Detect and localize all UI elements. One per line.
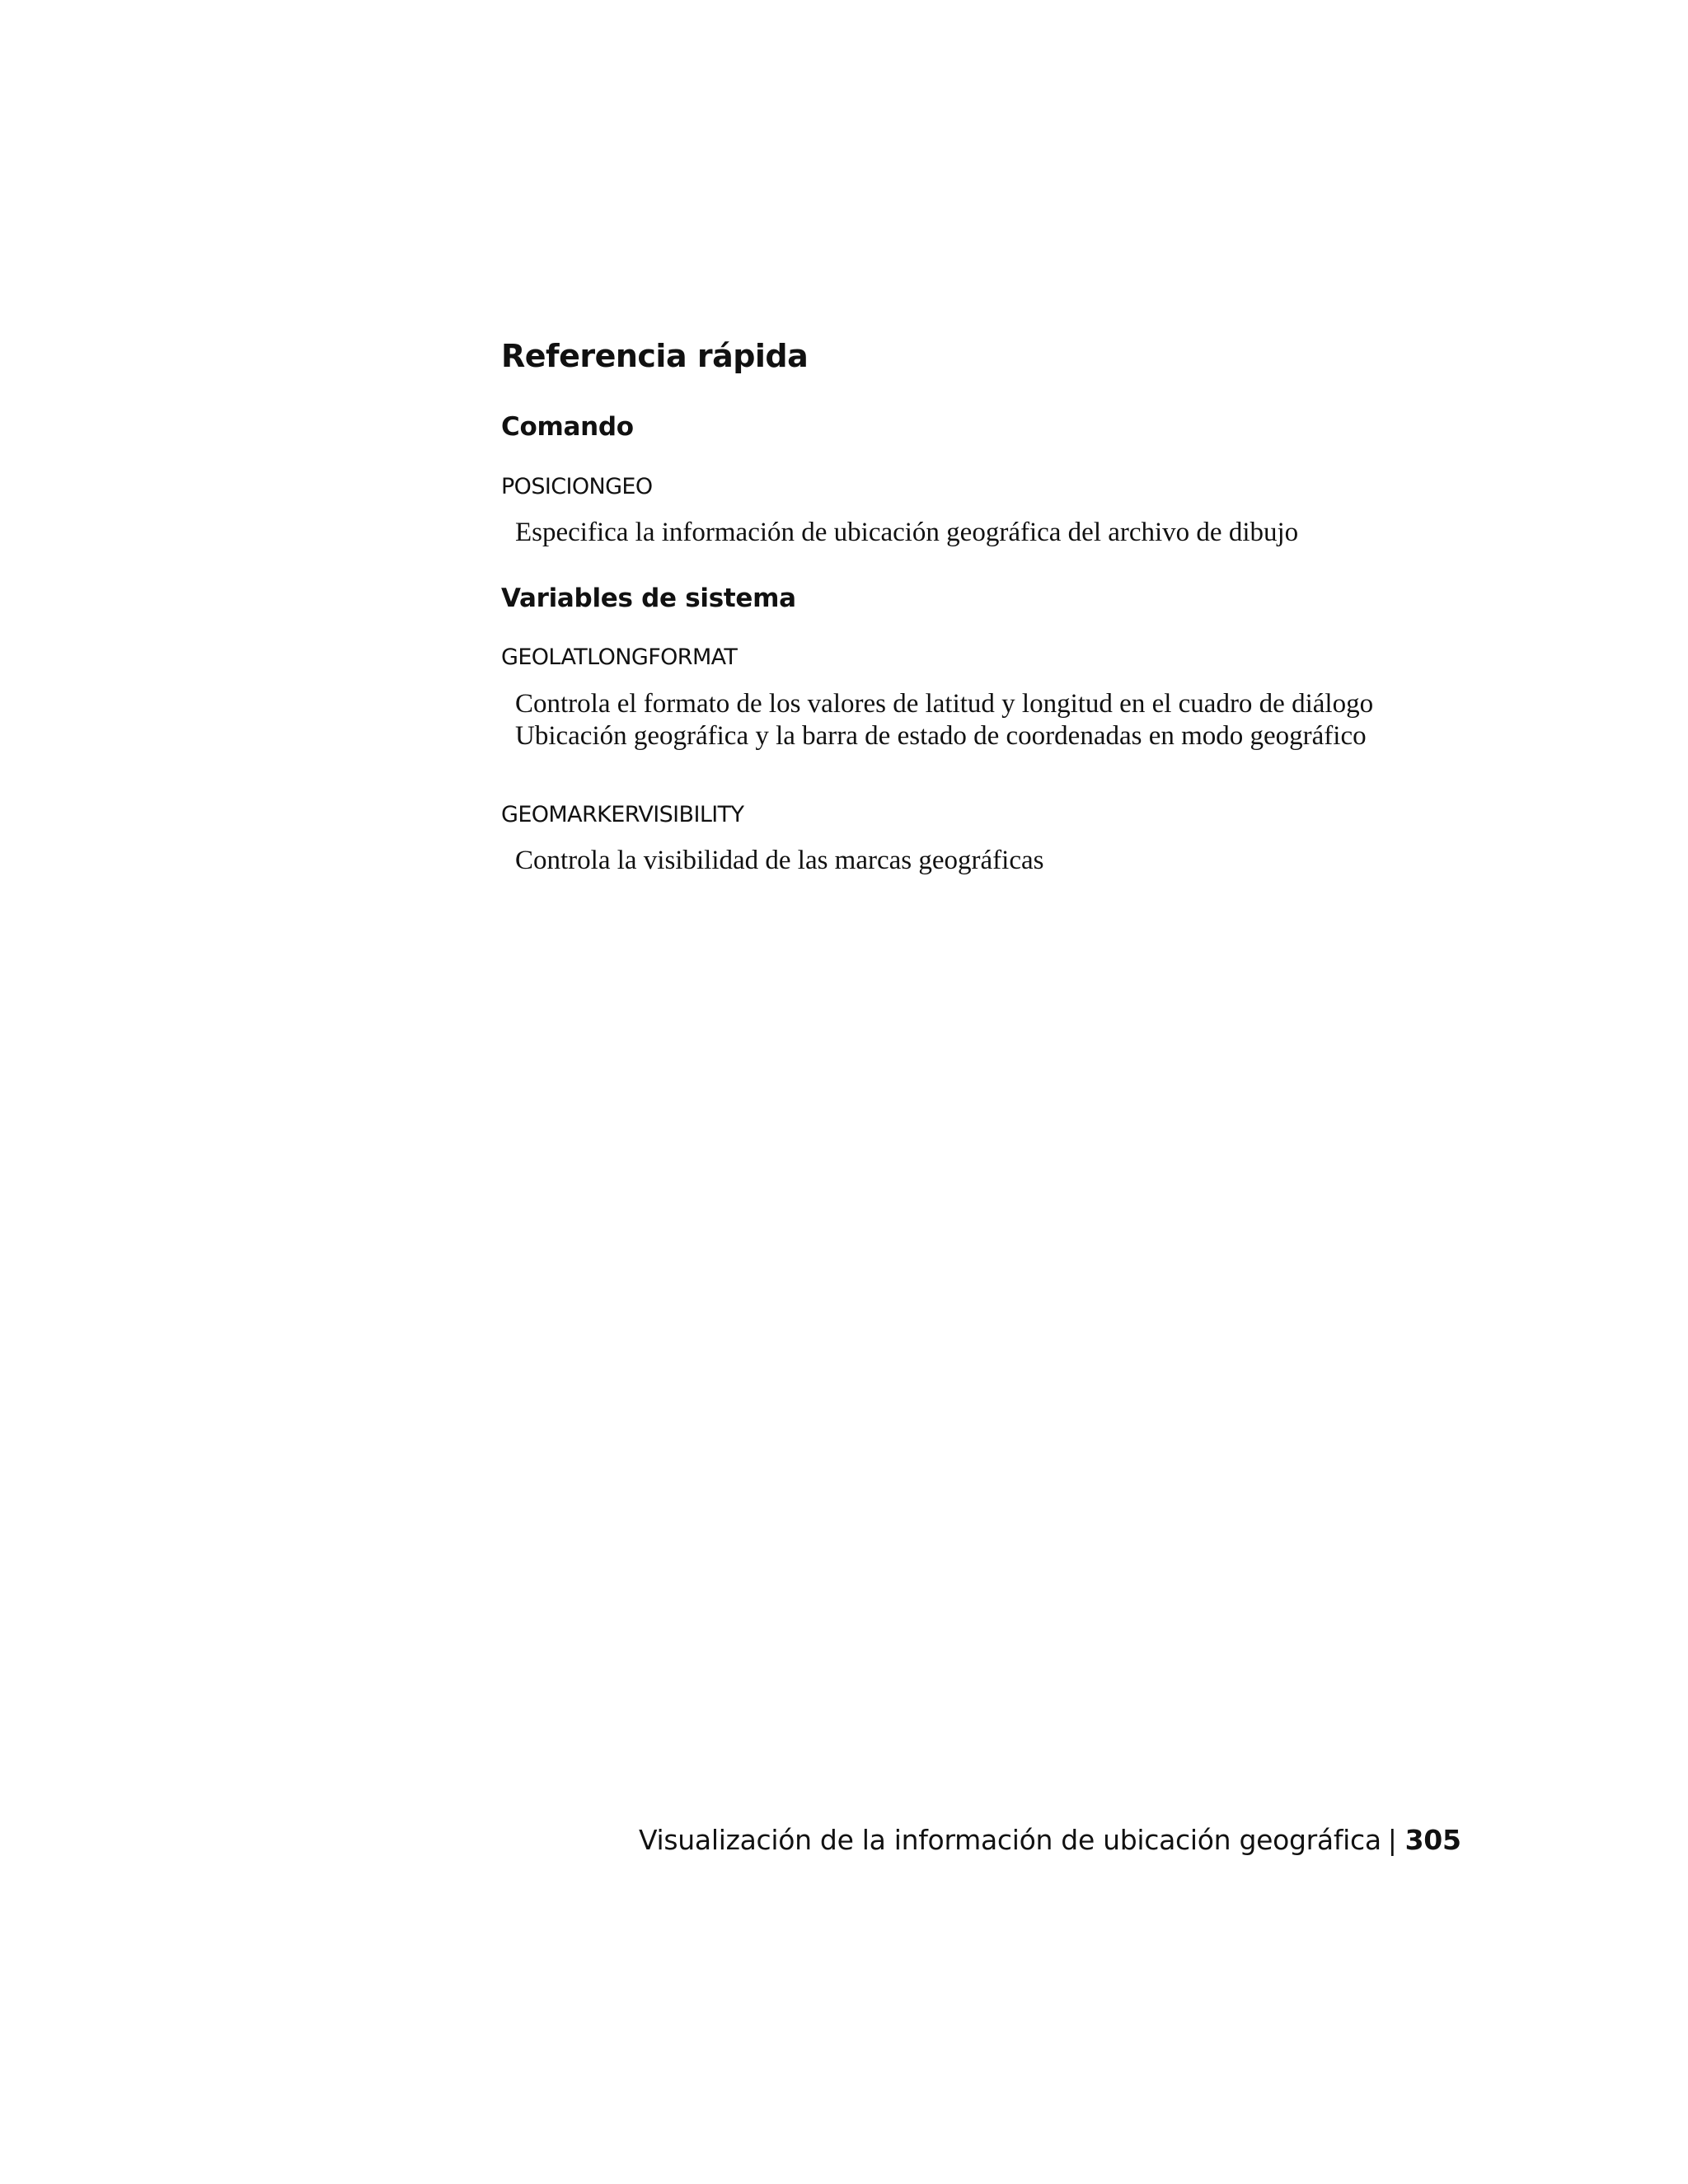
command-heading: Comando xyxy=(501,412,634,442)
sysvar-term-geolatlongformat: GEOLATLONGFORMAT xyxy=(501,644,738,670)
sysvar-description-geolatlongformat: Controla el formato de los valores de latitud y longitud en el cuadro de diálogo Ubicación geográfica y la barra de estado de coordenadas en modo geográfico xyxy=(515,689,1374,751)
sysvars-heading: Variables de sistema xyxy=(501,583,796,613)
footer-chapter-title: Visualización de la información de ubicación geográfica xyxy=(639,1824,1381,1856)
page-number: 305 xyxy=(1404,1824,1461,1856)
footer-separator: | xyxy=(1387,1824,1397,1856)
sysvar-term-geomarkervisibility: GEOMARKERVISIBILITY xyxy=(501,802,744,827)
command-term: POSICIONGEO xyxy=(501,474,653,499)
command-description: Especifica la información de ubicación geográfica del archivo de dibujo xyxy=(515,518,1299,547)
page-footer xyxy=(639,1824,1461,1856)
sysvar-description-geomarkervisibility: Controla la visibilidad de las marcas geográficas xyxy=(515,846,1044,875)
section-title: Referencia rápida xyxy=(501,338,809,374)
